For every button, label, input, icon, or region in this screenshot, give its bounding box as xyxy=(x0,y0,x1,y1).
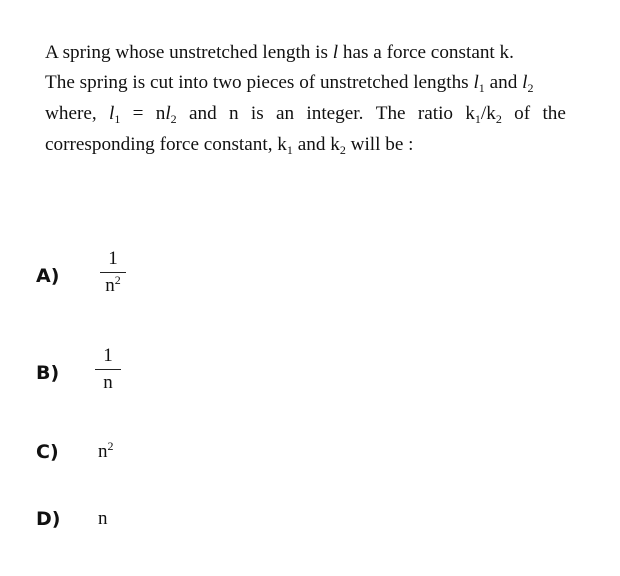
fraction-denominator: n xyxy=(103,372,113,393)
question-word: The xyxy=(375,103,406,124)
fraction-bar xyxy=(95,369,121,370)
question-word: n xyxy=(228,103,239,124)
option-d-label[interactable]: D) xyxy=(36,508,61,530)
question-text xyxy=(45,38,575,161)
superscript: 2 xyxy=(107,439,114,453)
length-symbol: l xyxy=(332,42,339,63)
question-word: integer. xyxy=(306,103,364,124)
question-line-1 xyxy=(45,38,575,68)
option-b-fraction[interactable] xyxy=(95,345,121,394)
question-text-segment: and k xyxy=(292,134,340,155)
question-line-2 xyxy=(45,68,575,99)
length-symbol: l xyxy=(522,72,528,93)
question-word: is xyxy=(250,103,264,124)
length-symbol: l xyxy=(473,72,479,93)
question-word: and xyxy=(188,103,217,124)
question-text-segment: corresponding force constant, k xyxy=(45,134,287,155)
question-text-segment: will be : xyxy=(345,134,414,155)
option-d-value[interactable]: n xyxy=(98,508,108,529)
question-text-segment: The spring is cut into two pieces of unstretched lengths xyxy=(45,72,474,93)
subscript: 1 xyxy=(286,143,293,157)
equals-sign: = xyxy=(132,103,144,124)
question-math: $l_1$ xyxy=(108,103,121,126)
question-word: the xyxy=(542,103,566,124)
question-word: of xyxy=(514,103,531,124)
question-text-segment: A spring whose unstretched length is xyxy=(45,42,333,63)
subscript: 2 xyxy=(339,143,346,157)
question-math: $nl_2$ xyxy=(155,103,177,126)
question-text-segment: and xyxy=(484,72,523,93)
option-c-value[interactable]: $n^2$ xyxy=(98,439,114,462)
subscript: 1 xyxy=(478,81,485,95)
option-a-label[interactable]: A) xyxy=(36,265,60,287)
question-math: $k_1/k_2$ xyxy=(465,103,502,126)
question-word: an xyxy=(275,103,295,124)
fraction-denominator: $n^2$ xyxy=(105,273,121,296)
option-b-label[interactable]: B) xyxy=(36,362,60,384)
fraction-numerator: 1 xyxy=(108,248,118,269)
question-line-4 xyxy=(45,130,575,161)
superscript: 2 xyxy=(114,273,121,287)
subscript: 2 xyxy=(527,81,534,95)
fraction-bar xyxy=(100,272,126,273)
question-word: where, xyxy=(45,103,97,124)
question-text-segment: has a force constant k. xyxy=(338,42,514,63)
question-line-3 xyxy=(45,99,566,130)
question-word: ratio xyxy=(417,103,454,124)
option-a-fraction[interactable] xyxy=(100,248,126,297)
option-c-label[interactable]: C) xyxy=(36,441,59,463)
fraction-numerator: 1 xyxy=(103,345,113,366)
